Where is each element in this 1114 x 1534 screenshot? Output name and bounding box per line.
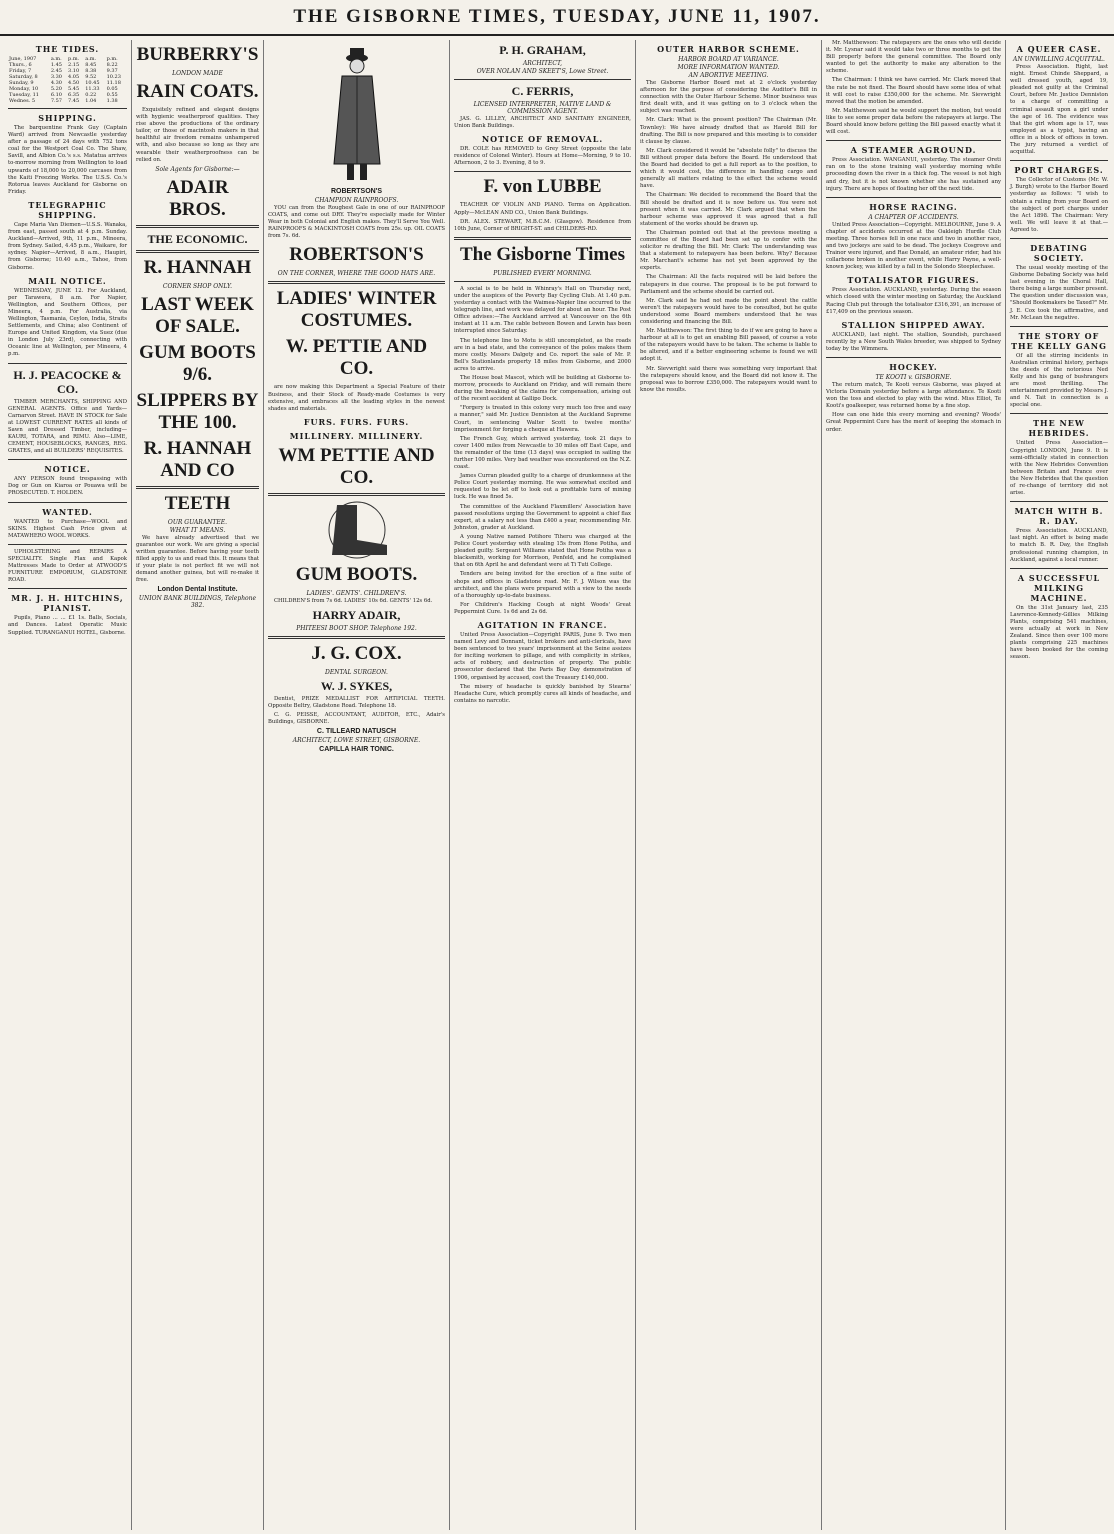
teeth-what: WHAT IT MEANS. [169,526,226,534]
lubbe-heading: F. von LUBBE [483,176,602,198]
hannah-sub: CORNER SHOP ONLY. [162,282,233,290]
tides-cell: p.m. [68,56,80,62]
gumboots2-heading: GUM BOOTS. [295,563,418,585]
social-text: A social is to be held in Whinray's Hall on Thursday next, under the auspices of the Poverty Bay Cycling Club. At 1.40 p.m. yesterday a contact with the Waimea-Napier line occurred to the telegraph line, and work was delayed for about an hour. The Post Office advises:—The Auckland arrived at Vancouver on the 6th instant at 11 a.m. The cable between Bowen and Lewin has been interrupted since Saturday. [454,285,631,335]
sanitary-text: JAS. G. LILLEY, ARCHITECT AND SANITARY ENGINEER, Union Bank Buildings. [454,116,631,130]
peacocke-name: H. J. PEACOCKE & CO. [13,367,122,396]
tides-cell: 11.33 [85,86,100,92]
stallion-heading: STALLION SHIPPED AWAY. [841,319,986,330]
peisse-text: C. G. PEISSE, ACCOUNTANT, AUDITOR, ETC., Adair's Buildings, GISBORNE. [268,712,445,726]
harbour-sub: HARBOR BOARD AT VARIANCE. [678,56,779,63]
tides-cell: Friday, 7 [9,68,32,74]
tides-cell: 6.10 [50,92,62,98]
hitchins-text: Pupils, Piano ... ... £1 1s. Balls, Socials, and Dances. Latest Operatic Music Supplied. TURANGANUI HOTEL, Gisborne. [8,615,127,636]
natusch-heading: C. TILLEARD NATUSCH [316,728,397,736]
notice-text: ANY PERSON found trespassing with Dog or Gun on Kiaroa or Pouawa will be PROSECUTED. T. HOLDEN. [8,476,127,497]
tides-cell: 3.10 [68,68,80,74]
tides-cell: Wednes. 5 [9,98,35,104]
tides-row [8,98,127,104]
robertson-heading: ROBERTSON'S [330,188,383,195]
cox-sub: DENTAL SURGEON. [325,668,388,676]
tides-cell: 8.22 [106,62,118,68]
tides-cell: 7.45 [68,98,80,104]
tucker-text: Mr. Matthewson said he would support the motion, but would like to see some proper data before the ratepayers at large. The Board should know before getting the Bill passed exactly what it will cost. [826,107,1001,136]
harbour-text-3: Mr. Clark considered it would be "absolute folly" to discuss the Bill without proper data before the Board. He understood that the Board had decided to get a full report as to the position, to which it would cost, the difference in handling cargo and generally all matters relating to the effect the scheme would have. [640,147,817,190]
paper-name: The Gisborne Times [459,243,626,265]
tides-cell: 6.35 [68,92,80,98]
france-text: United Press Association—Copyright PARIS, June 9. Two men named Levy and Donnant, ticket brokers and anti-clericals, have been sentenced to two years' imprisonment at the Seine assizes for inciting workmen to pillage, and with complicity in strikes, acts of robbery, and destruction of property. The public prosecutor declared that the Paris Bay Day demonstration of 1906, organised by accused, cost the Treasury £140,000. [454,631,631,681]
tides-cell: 0.22 [85,92,97,98]
adair-heading: ADAIR BROS. [166,176,229,220]
tides-cell: Sunday, 9 [9,80,34,86]
hannah-heading: R. HANNAH [143,256,252,278]
tides-cell: 0.55 [106,92,118,98]
corner-text: ON THE CORNER, WHERE THE GOOD HATS ARE. [277,270,436,278]
burberry-heading: BURBERRY'S [136,44,259,65]
sykes-heading: W. J. SYKES, [320,678,393,693]
matthewson-text: Mr. Matthewson: The ratepayers are the ones who will decide it. Mr. Lysnar said it would take two or three months to get the Bill properly before the general committee. The Board only wanted to get the authority to make any alteration to the scheme. [826,40,1001,75]
tides-cell: p.m. [106,56,118,62]
notice-heading: NOTICE. [44,464,91,475]
debating-heading: DEBATING SOCIETY. [1030,242,1088,263]
tides-cell: 9.52 [85,74,97,80]
headache-text: The misery of headache is quickly banished by Stearns' Headache Cure, which promptly cures all kinds of headache, and contains no narcotic. [454,683,631,704]
tides-cell: Thurs., 6 [9,62,32,68]
france-heading: AGITATION IN FRANCE. [477,619,608,630]
peacocke-text: TIMBER MERCHANTS, SHIPPING AND GENERAL AGENTS. Office and Yards—Carnarvon Street. HAVE IN STOCK for Sale at LOWEST CURRENT RATES all kinds of Sawn and Dressed Timber, including—KAURI, TOTARA, and RIMU. Also—LIME, CEMENT, HOUSEBLOCKS, RANGES, REG. GRATES, and all BUILDERS' REQUISITES. [8,398,127,455]
teeth-heading: TEETH [164,492,231,514]
harbour-text-5: The Chairman pointed out that at the previous meeting a committee of the Board had been set up to confer with the solicitor re drafting the Bill. Mr. Clark: The understanding was that a statement to ratepayers has been before. Why? Because Mr. Marchant's scheme has not yet been approved by the experts. [640,229,817,272]
page-title: THE GISBORNE TIMES, TUESDAY, JUNE 11, 1907. [293,6,821,27]
tides-cell: 10.45 [85,80,100,86]
hebrides-heading: THE NEW HEBRIDES. [1028,418,1090,439]
queer-heading: A QUEER CASE. [1016,44,1102,54]
column-7 [1006,40,1112,1530]
hauraki-text: The House boat Mascot, which will be building at Gisborne to-morrow, proceeds to Auckland on Friday, and will remain there during the breaking of the claims for compensation, arising out of the recent accident at Gallipo Dock. [454,374,631,403]
tides-heading: THE TIDES. [35,44,100,54]
kelly-heading: THE STORY OF THE KELLY GANG [1011,330,1107,351]
tides-cell: 5.20 [50,86,62,92]
hockey-sub: TE KOOTI v. GISBORNE. [875,374,952,381]
graham-title: ARCHITECT, [522,60,563,67]
tides-cell: June, 1907 [9,56,37,62]
forgery-text: "Forgery is treated in this colony very much too free and easy a manner," said Mr. Justice Denniston at the Auckland Supreme Court, in sentencing Walter Scott to twelve months' imprisonment for forging a cheque at Hawera. [454,405,631,433]
racing-heading: HORSE RACING. [869,201,958,212]
teeth-sub: OUR GUARANTEE. [167,518,228,526]
bailey-text: James Curran pleaded guilty to a charge of drunkenness at the Police Court yesterday morning. He was somewhat excited and requested to be let off to look out a profitable turn of mining luck. He was fined 5s. [454,473,631,501]
tides-cell: 7.57 [50,98,62,104]
tides-cell: 1.38 [106,98,118,104]
shipping-heading: SHIPPING. [38,113,97,123]
harry-sub: PHITEESI BOOT SHOP. Telephone 192. [296,624,417,632]
steamer-heading: A STEAMER AGROUND. [850,145,977,156]
hockey-heading: HOCKEY. [889,362,938,372]
capilla-heading: CAPILLA HAIR TONIC. [319,746,394,754]
dyer-text: The Chairman: I think we have carried. Mr. Clark moved that the rate be not fixed. The Board should have some idea of what it will cost to raise £350,000 for the scheme. Mr. Sievwright moved that the motion be amended. [826,77,1001,105]
man-in-raincoat-illustration [268,44,445,184]
tides-cell: 2.15 [68,62,80,68]
wanted-heading: WANTED. [42,506,93,517]
whaling-text: A young Native named Potihore Tiheru was charged at the Police Court yesterday with stealing 15s from Hone Potiha, and pleaded guilty. Sergeant Williams stated that Hone Potiha was a blacksmith, working for Morrison, Penfeld, and he complained that on 6th April he and defendant were at Ti Tuti College. [454,533,631,569]
cox-heading: J. G. COX. [311,642,402,664]
boot-illustration [268,500,445,560]
tides-cell: 8.45 [85,62,97,68]
agents-line: Sole Agents for Gisborne:— [155,165,240,173]
steamer-text: Press Association. WANGANUI, yesterday. The steamer Oreti ran on to the stone training wall yesterday morning while proceeding down the river in a thick fog. The vessel is not high and dry, but it is not known whether she has sustained any injury. There are hopes of floating her off the next tide. [826,157,1001,192]
published-line: PUBLISHED EVERY MORNING. [493,269,592,277]
fencing-text: The French Guy, which arrived yesterday, took 21 days to cover 1400 miles from Newcastle to 30 miles off East Cape, and the remainder of the time (13 days) was occupied in sailing the further 100 miles. Very bad weather was encountered on the N.Z. coast. [454,435,631,471]
column-5 [636,40,822,1530]
column-2 [132,40,264,1530]
london-heading: London Dental Institute. [157,586,238,594]
robertson-sub: CHAMPION RAINPROOFS. [314,197,399,204]
lastweek-heading: LAST WEEK OF SALE. [141,293,254,337]
tides-cell: 4.05 [68,74,80,80]
racing-text: United Press Association—Copyright. MELBOURNE, June 9. A chapter of accidents occurred at the Oakleigh Hurdle Club meeting. Three horses fell in one race and two in another race, and two jockeys are said to be dead. The jockeys Cosgrove and Trainor were injured, and Rae Donald, an amateur rider, had his collarbone broken in another event, while Harry Payne, a well-known jockey, was killed by a fall in the Solondo Steeplechase. [826,221,1001,271]
port-text: The Collector of Customs (Mr. W. J. Burgh) wrote to the Harbor Board yesterday as follows: "I wish to obtain a ruling from your Board on the subject of port charges under the Act 1898. The Chairman: Very well. We will leave it at that.—Agreed to. [1010,177,1108,233]
london-sub: UNION BANK BUILDINGS, Telephone 382. [138,595,257,610]
hebrides-text: United Press Association—Copyright LONDON, June 9. It is semi-officially stated in connection with the New Hebrides Convention between Britain and France over the New Hebrides that the question of re-change of territory did not arise. [1010,440,1108,497]
gumboots-heading: GUM BOOTS 9/6. [139,341,256,385]
queer-sub: AN UNWILLING ACQUITTAL. [1013,56,1105,63]
column-1 [4,40,132,1530]
tides-cell: 1.04 [85,98,97,104]
stallion-text: AUCKLAND, last night. The stallion, Soundish, purchased recently by a New South Wales breeder, was shipped to Sydney today by the Wimmera. [826,331,1001,352]
tides-table [8,56,127,104]
column-4 [450,40,636,1530]
harry-heading: HARRY ADAIR, [312,607,401,622]
burberry-big: RAIN COATS. [136,81,259,102]
pettie2-heading: WM PETTIE AND CO. [278,444,435,488]
tides-cell: a.m. [85,56,97,62]
children-text: CHILDREN'S from 7s 6d. LADIES' 10s 6d. GENTS' 12s 6d. [274,597,433,604]
lubbe-text: TEACHER OF VIOLIN AND PIANO. Terms on Application. Apply—McLEAN AND CO., Union Bank Buildings. [454,202,631,216]
telephone-text: The telephone line to Motu is still uncompleted, as the roads are in a bad state, and the conveyance of the poles makes them more costly. Messrs Dalgety and Co. report the sale of Mr. P. Bell's Stationlands property 18 miles from Gisborne, and 2000 acres to arrive. [454,337,631,372]
telegraphic-text: Cape Maria Van Diemen—U.S.S. Wanaka, from east, passed south at 4 p.m. Sunday. Auckland—Arrived, 9th, 11 p.m., Mineera, from Sydney. Sailed, 4.45 p.m., Waikare, for sydney. Napier—Arrived, 8 a.m., Haupiri, from Gisborne; 10.40 a.m., Tahoe, from Gisborne. [8,221,127,271]
buildings-text: Tenders are being invited for the erection of a fine suite of shops and offices in Gladstone road. Mr. F. J. Wilson was the architect, and the plans were prepared with a view to the needs of a thoroughly up-to-date business. [454,571,631,599]
cough-text: For Children's Hacking Cough at night Woods' Great Peppermint Cure. 1s 6d and 2s 6d. [454,601,631,615]
tides-cell: 3.30 [50,74,62,80]
pettie-text: are now making this Department a Special Feature of their Business, and their Stock of Ready-made Costumes is very extensive, and embraces all the leading styles in the newest shades and materials. [268,384,445,412]
slippers-heading: SLIPPERS BY THE 100. [136,389,259,433]
upholstering-text: UPHOLSTERING and REPAIRS A SPECIALITY. Single Flax and Kapok Mattresses Made to Order at ATWOOD'S FURNITURE EMPORIUM, GLADSTONE ROAD. [8,548,127,584]
kelly-text: Of all the stirring incidents in Australian criminal history, perhaps the deeds of the notorious Ned Kelly and his gang of bushrangers are most thrilling. The entertainment provided by Messrs J. and N. Tait in connection is a special one. [1010,352,1108,409]
economic-heading: THE ECONOMIC. [147,231,248,246]
tides-cell: a.m. [50,56,62,62]
furs-heading: FURS. FURS. FURS. [303,416,410,427]
masthead [0,0,1114,36]
port-heading: PORT CHARGES. [1014,165,1104,176]
debating-text: The usual weekly meeting of the Gisborne Debating Society was held last evening in the Choral Hall, there being a large number present. The question under discussion was, "Should Bookmakers be Taxed?" Mr. J. E. Cox took the affirmative, and Mr. McLean the negative. [1010,264,1108,321]
column-6 [822,40,1006,1530]
gumboots2-sub: LADIES'. GENTS'. CHILDREN'S. [306,589,407,597]
tides-cell: 4.30 [50,80,62,86]
burberry-text: Exquisitely refined and elegant designs with hygienic weatherproof qualities. They rise above the productions of the ordinary tailor, or those of macintosh makers in that healthful air freedom remains unhampered with, and also because so long as they are wearable their weatherproofness can be relied on. [136,107,259,163]
teeth-text: We have already advertised that we guarantee our work. We are giving a special written guarantee. Before having your teeth filled apply to us and read this. It means that if your plate is not perfect fit we will not demand another guinea, but will re-make it free. [136,534,259,584]
ferris-title: LICENSED INTERPRETER, NATIVE LAND & COMMISSION AGENT. [473,101,612,115]
milking-heading: A SUCCESSFUL MILKING MACHINE. [1017,572,1101,603]
harbour-text-1: The Gisborne Harbor Board met at 2 o'clock yesterday afternoon for the purpose of considering the Auditor's Bill in connection with the Outer Harbour Scheme. Minor business was first dealt with, and it was getting on to 3 o'clock when the subject was reached. [640,80,817,115]
tides-cell: 9.37 [106,68,118,74]
graham-name: P. H. GRAHAM, [499,43,586,57]
tides-cell: Monday, 10 [9,86,39,92]
tides-cell: 2.45 [50,68,62,74]
graham-addr: OVER NOLAN AND SKEET'S, Lowe Street. [476,68,609,75]
hockey-text: The return match, Te Kooti versus Gisborne, was played at Victoria Domain yesterday before a large attendance. Te Kooti won the toss and elected to play with the wind. Miss Elliot, Te Kooti's goalkeeper, was returned home by a fine stop. [826,382,1001,410]
removal-text: DR. COLE has REMOVED to Grey Street (opposite the late residence of Colonel Winter). Hours at Home—Morning, 9 to 10. Afternoon, 2 to 3. Evening, 8 to 9. [454,146,631,167]
wanted-text: WANTED to Purchase—WOOL and SKINS. Highest Cash Price given at MATAWHERO WOOL WORKS. [8,518,127,539]
burberry-sub: LONDON MADE [172,70,223,77]
match-text: Press Association. AUCKLAND, last night. An effort is being made to match B. R. Day, the English professional running champion, in Auckland, against a local runner. [1010,528,1108,563]
harbour-text-6: The Chairman: All the facts required will be laid before the ratepayers in due course. The proposal is to be put forward to Parliament and the scheme should be carried out. [640,274,817,295]
committee-text: The committee of the Auckland Flaxmillers' Association have passed resolutions urging the Government to appoint a chief flax expert, at a salary not less than £400 a year, recommending Mr. Johnston, grader at Auckland. [454,503,631,531]
natusch-sub: ARCHITECT, LOWE STREET, GISBORNE. [292,737,421,745]
totalisator-text: Press Association. AUCKLAND, yesterday. During the season which closed with the winter meeting on Saturday, the Auckland Racing Club put through the totalisator £316,391, an increase of £17,409 on the previous season. [826,287,1001,315]
racing-sub: A CHAPTER OF ACCIDENTS. [868,213,959,221]
harbour-text-9: Mr. Sievwright said there was something very important that the ratepayers should know, and the Board did not know it. The proposal was to borrow £350,000. The ratepayers would want to know the results. [640,365,817,393]
harbour-text-2: Mr. Clark: What is the present position? The Chairman (Mr. Townley): We have already drafted that as Harold Bill for drafting. The Bill is now prepared and this meeting is to consider it clause by clause. [640,117,817,145]
stewart-text: DR. ALEX. STEWART, M.B.C.M. (Glasgow). Residence from 10th June, Corner of BRIGHT-ST. and CHILDERS-RD. [454,218,631,232]
onions-text: How can one hide this every morning and evening? Woods' Great Peppermint Cure has the merit of keeping the stomach in order. [826,412,1001,433]
removal-heading: NOTICE OF REMOVAL. [481,134,604,145]
tides-cell: 8.38 [85,68,97,74]
tides-cell: 10.23 [106,74,121,80]
harbour-heading: OUTER HARBOR SCHEME. [657,44,800,54]
harbour-text-8: Mr. Matthewson: The first thing to do if we are going to have a harbour at all is to get an enabling Bill passed, of course a vote of the ratepayers would have to be taken. The scheme is liable to be altered, and if a better engineering scheme is found we will adopt it. [640,328,817,363]
tides-cell: 4.50 [68,80,80,86]
millinery-heading: MILLINERY. MILLINERY. [289,430,424,441]
robertson-big: ROBERTSON'S [289,244,424,266]
pettie-heading: W. PETTIE AND CO. [285,336,428,380]
harbour-text-4: The Chairman: We decided to recommend the Board that the Bill should be drafted and it is now before us. You were not present when it was carried. Mr. Clark argued that when the harbour scheme was approved it was agreed that a full statement of the works should be drawn up. [640,192,817,227]
tides-cell: Saturday, 8 [9,74,38,80]
match-heading: MATCH WITH B. R. DAY. [1014,506,1104,527]
harbour-sub3: AN ABORTIVE MEETING. [688,72,769,79]
ferris-name: C. FERRIS, [511,84,574,98]
tides-cell: 5.45 [68,86,80,92]
totalisator-heading: TOTALISATOR FIGURES. [847,275,980,286]
hitchins-name: MR. J. H. HITCHINS, PIANIST. [11,593,124,614]
mail-text: WEDNESDAY, JUNE 12. For Auckland, per Tarawera, 8 a.m. For Napier, Wellington, and Southern Offices, per Mineera, 4 p.m. For Australia, via Wellington, Tasmania, Ceylon, India, Straits Settlements, and China; also Continent of Europe and United Kingdom, via Suez (due in London July 23rd), connecting with Oceanic line at Wellington, per Mineera, 4 p.m. [8,287,127,358]
harbour-sub2: MORE INFORMATION WANTED. [677,64,780,71]
telegraphic-heading: TELEGRAPHIC SHIPPING. [28,199,107,220]
sykes-sub: Dentist, PRIZE MEDALLIST FOR ARTIFICIAL TEETH. Opposite Beltry, Gladstone Road. Telephone 18. [268,695,445,710]
mail-heading: MAIL NOTICE. [28,275,107,286]
shipping-text: The barquentine Frank Guy (Captain Ward) arrived from Newcastle yesterday after a passage of 24 days with 752 tons coal for the Westport Coal Co. The Shaw, Savill, and Albion Co.'s s.s. Matatua arrives to-morrow morning from Wellington to load upwards of 18,000 to 20,000 carcases from the Kaiti Freezing Works. The U.S.S. Co.'s Rotorua leaves Auckland for Gisborne on Friday. [8,125,127,195]
queer-text: Press Association. Right, last night. Ernest Chinde Sheppard, a well dressed youth, aged 19, pleaded not guilty at the Criminal Court, before Mr. Justice Denniston to a charge of committing a criminal assault upon a girl under the age of 16. The evidence was that the girl whom age is 17, was employed as a typist, having an office in a block of offices in town. The jury returned a verdict of acquittal. [1010,64,1108,156]
tides-cell: 0.05 [106,86,118,92]
tides-cell: 1.45 [50,62,62,68]
hannah2-heading: R. HANNAH AND CO [143,437,252,481]
column-3 [264,40,450,1530]
milking-text: On the 31st January last, 235 Lawrence-Kennedy-Gillies Milking Plants, comprising 541 machines, were actually at work in New Zealand. Since then over 100 more plants comprising 225 machines have been booked for the coming season. [1010,604,1108,661]
harbour-text-7: Mr. Clark said he had not made the point about the cattle weren't the ratepayers would have to be consulted, but he quite understood some Board members understood that he was considering and financing the Bill. [640,297,817,325]
ladies-heading: LADIES' WINTER COSTUMES. [276,288,437,332]
robertson-text: YOU can from the Roughest Gale in one of our RAINPROOF COATS, and come out DRY. They're especially made for Winter Wear in both Colonial and English makes. They'll Serve You Well. RAINPROOFS & MACKINTOSH COATS from 25s. up. OIL COATS from 7s. 6d. [268,205,445,240]
tides-cell: Tuesday, 11 [9,92,39,98]
tides-cell: 11.18 [106,80,121,86]
